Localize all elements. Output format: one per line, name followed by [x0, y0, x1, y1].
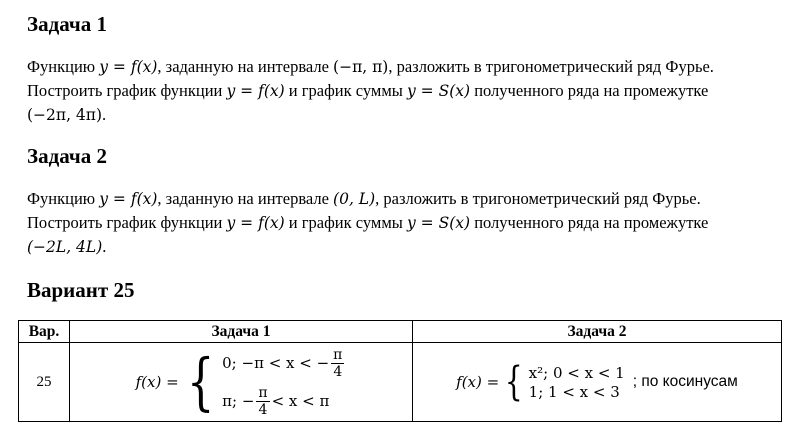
task1-line3 — [27, 103, 106, 127]
text: Построить график функции — [27, 213, 227, 232]
col-header-var: Вар. — [19, 321, 70, 343]
text: . — [102, 105, 107, 124]
table-row — [19, 343, 782, 422]
left-brace-icon: { — [505, 359, 523, 405]
task1-line1 — [27, 55, 714, 79]
task1-formula — [136, 344, 347, 420]
col-header-task2: Задача 2 — [413, 321, 782, 343]
case-text: π; − — [222, 392, 255, 410]
task2-line1 — [27, 187, 701, 211]
text: Функцию — [27, 57, 100, 76]
math-s: y = S(x) — [407, 214, 471, 232]
text: , заданную на интервале — [157, 189, 334, 208]
denominator: 4 — [333, 363, 343, 380]
col-header-task1: Задача 1 — [70, 321, 413, 343]
cosine-note: ; по косинусам — [632, 373, 738, 390]
fraction — [331, 347, 344, 380]
math-interval: (0, L) — [333, 190, 376, 208]
text: Функцию — [27, 189, 100, 208]
cell-task2 — [413, 343, 782, 422]
formula-lhs: f(x) = — [456, 373, 500, 391]
math-f: y = f(x) — [99, 190, 158, 208]
text: полученного ряда на промежутке — [470, 81, 709, 100]
case-2: 1; 1 < x < 3 — [528, 382, 620, 401]
cell-task1 — [70, 343, 413, 422]
text: , заданную на интервале — [157, 57, 334, 76]
cases — [222, 344, 346, 420]
fraction — [256, 385, 269, 418]
math-range: (−2L, 4L) — [27, 238, 103, 256]
text: Построить график функции — [27, 81, 227, 100]
case-text: < x < π — [271, 392, 330, 410]
cases — [529, 363, 625, 401]
table-header-row — [19, 321, 782, 343]
text: , разложить в тригонометрический ряд Фурье. — [388, 57, 714, 76]
left-brace-icon: { — [186, 345, 215, 418]
task2-line3 — [27, 235, 106, 259]
formula-lhs: f(x) = — [135, 373, 179, 391]
task1-line2 — [27, 79, 708, 103]
math-f: y = f(x) — [226, 82, 285, 100]
case-text: 0; −π < x < − — [222, 354, 330, 372]
math-range: (−2π, 4π) — [27, 106, 103, 124]
case-1 — [222, 344, 346, 382]
text: . — [102, 237, 107, 256]
case-1: x²; 0 < x < 1 — [528, 363, 625, 382]
math-interval: (−π, π) — [333, 58, 389, 76]
text: полученного ряда на промежутке — [470, 213, 709, 232]
denominator: 4 — [258, 401, 268, 418]
math-f: y = f(x) — [226, 214, 285, 232]
case-2 — [222, 382, 329, 420]
numerator: π — [258, 384, 268, 401]
text: , разложить в тригонометрический ряд Фурье. — [375, 189, 701, 208]
numerator: π — [333, 346, 343, 363]
math-s: y = S(x) — [407, 82, 471, 100]
math-f: y = f(x) — [99, 58, 158, 76]
text: и график суммы — [284, 213, 407, 232]
text: и график суммы — [284, 81, 407, 100]
variant-table — [18, 320, 782, 422]
task2-title: Задача 2 — [27, 144, 107, 168]
task2-line2 — [27, 211, 708, 235]
task1-title: Задача 1 — [27, 12, 107, 36]
task2-formula — [456, 359, 738, 405]
cell-var: 25 — [19, 343, 70, 422]
variant-title: Вариант 25 — [27, 278, 135, 302]
